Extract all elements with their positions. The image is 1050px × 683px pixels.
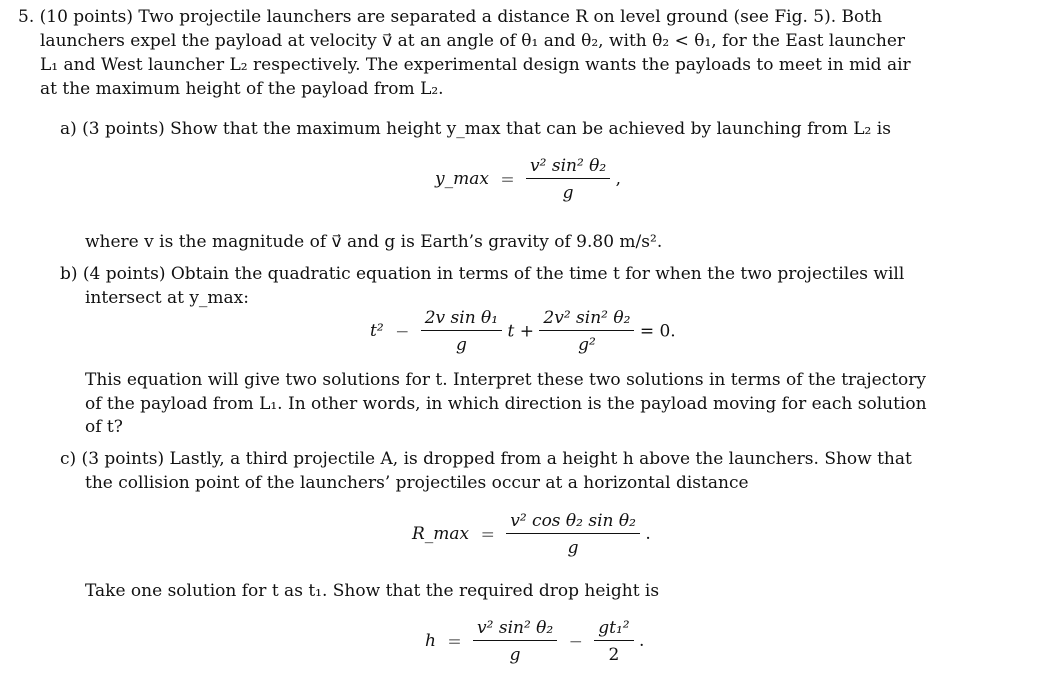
eq-fraction-2 [539,308,634,355]
eq-fraction-2-den: g² [578,335,596,355]
eq-fraction-1-den: g [455,335,467,355]
eq-h-lhs: h [425,631,436,651]
eq-r-fraction [506,511,640,558]
eq-h-fraction-1-den: g [509,645,521,665]
eq-fraction-1 [421,308,502,355]
eq-fraction-1-num: 2v sin θ₁ [421,308,502,331]
eq-middle: t + [507,321,534,342]
part-b-line-4: of the payload from L₁. In other words, in which direction is the payload moving for each solution [85,394,927,414]
equation-drop-height: h = $\frac{\text{v² sin² θ₂}}{g}$ − $\frac{\text{gt₁²}}{2}$ . [425,618,645,665]
eq-h-tail: . [639,631,645,651]
eq-fraction-2-num: 2v² sin² θ₂ [539,308,634,331]
problem-line-3: L₁ and West launcher L₂ respectively. The experimental design wants the payloads to meet in mid air [40,55,911,75]
eq-rhs: = 0. [639,321,676,342]
eq-r-numerator: v² cos θ₂ sin θ₂ [506,511,640,534]
equation-quadratic: t² − $\frac{\text{2v sin θ₁}}{g}$ t + $\frac{\text{2v² sin² θ₂}}{\text{g²}}$ = 0. [370,308,676,355]
eq-r-tail: . [645,524,651,544]
eq-numerator: v² sin² θ₂ [526,156,610,179]
eq-fraction [526,156,610,203]
part-b-line-2: intersect at y_max: [85,288,249,308]
equation-r-max: R_max = $\frac{\text{v² cos θ₂ sin θ₂}}{g}$ . [412,511,651,558]
problem-line-4: at the maximum height of the payload from L₂. [40,79,444,99]
eq-t-squared: t² [370,321,384,341]
part-c-line-3: Take one solution for t as t₁. Show that the required drop height is [85,581,660,601]
eq-h-fraction-1-num: v² sin² θ₂ [473,618,557,641]
problem-line-2: launchers expel the payload at velocity v⃗ at an angle of θ₁ and θ₂, with θ₂ < θ₁, for the East launcher [40,31,906,51]
part-b-line-5: of t? [85,417,123,437]
eq-h-fraction-1 [473,618,557,665]
eq-h-fraction-2 [594,618,633,665]
eq-denominator: g [562,183,574,203]
part-a-line-1: a) (3 points) Show that the maximum height y_max that can be achieved by launching from L₂ is [60,119,891,139]
part-b-line-3: This equation will give two solutions for t. Interpret these two solutions in terms of the trajectory [85,370,926,390]
eq-h-fraction-2-num: gt₁² [594,618,633,641]
eq-r-denominator: g [567,538,579,558]
eq-lhs: y_max [435,169,489,189]
eq-r-lhs: R_max [412,524,470,544]
problem-line-1: 5. (10 points) Two projectile launchers are separated a distance R on level ground (see Fig. 5). Both [18,7,883,27]
part-a-line-2: where v is the magnitude of v⃗ and g is Earth’s gravity of 9.80 m/s². [85,232,663,252]
eq-tail: , [615,169,622,189]
equation-y-max: y_max = $\frac{\text{v² sin² θ₂}}{g}$ , [435,156,622,203]
part-c-line-2: the collision point of the launchers’ projectiles occur at a horizontal distance [85,473,749,493]
part-c-line-1: c) (3 points) Lastly, a third projectile A, is dropped from a height h above the launchers. Show that [60,449,912,469]
part-b-line-1: b) (4 points) Obtain the quadratic equation in terms of the time t for when the two projectiles will [60,264,905,284]
eq-h-fraction-2-den: 2 [608,645,620,665]
